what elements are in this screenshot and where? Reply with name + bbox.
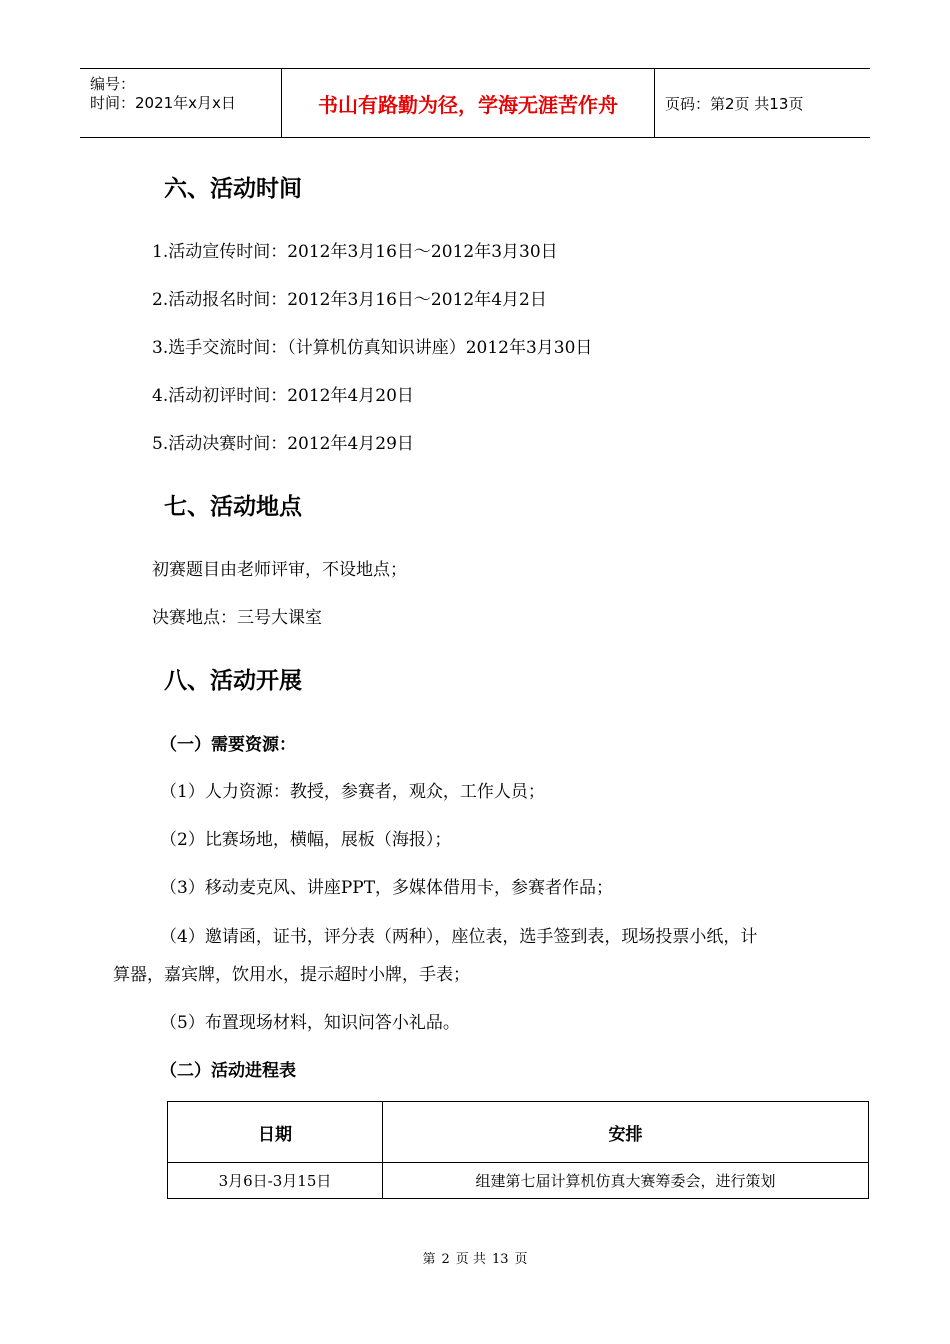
resource-item-1: （1）人力资源：教授，参赛者，观众，工作人员；: [160, 782, 545, 802]
time-item-3: 3.选手交流时间：（计算机仿真知识讲座）2012年3月30日: [152, 338, 593, 358]
footer-prefix: 第: [422, 1252, 436, 1267]
resource-item-2: （2）比赛场地，横幅，展板（海报）；: [160, 830, 452, 850]
table-header-date: 日期: [168, 1102, 383, 1163]
schedule-title: （二）活动进程表: [160, 1061, 296, 1081]
document-number: 编号：: [90, 75, 136, 93]
resource-item-5: （5）布置现场材料，知识问答小礼品。: [160, 1013, 460, 1033]
place-item-1: 初赛题目由老师评审，不设地点；: [152, 560, 407, 580]
page-footer: [0, 1248, 950, 1267]
table-cell-date: 3月6日-3月15日: [168, 1163, 383, 1199]
table-row: [168, 1163, 869, 1199]
schedule-table: [167, 1101, 869, 1199]
footer-total-pages: 13: [491, 1252, 509, 1267]
time-item-2: 2.活动报名时间：2012年3月16日～2012年4月2日: [152, 290, 547, 310]
time-item-4: 4.活动初评时间：2012年4月20日: [152, 386, 414, 406]
section-time-title: 六、活动时间: [164, 176, 302, 202]
footer-mid: 页 共: [455, 1252, 486, 1267]
header-motto: 书山有路勤为径，学海无涯苦作舟: [282, 69, 655, 137]
table-header-arrangement: 安排: [383, 1102, 869, 1163]
table-cell-arrangement: 组建第七届计算机仿真大赛筹委会，进行策划: [383, 1163, 869, 1199]
table-header-row: [168, 1102, 869, 1163]
resources-title: （一）需要资源：: [160, 735, 296, 755]
place-item-2: 决赛地点：三号大课室: [152, 608, 322, 628]
page-header: [80, 68, 870, 138]
resource-item-4-continued: 算器，嘉宾牌，饮用水，提示超时小牌，手表；: [113, 965, 470, 985]
time-item-1: 1.活动宣传时间：2012年3月16日～2012年3月30日: [152, 242, 558, 262]
footer-page-number: 2: [441, 1252, 450, 1267]
header-meta: [80, 69, 282, 137]
header-page-info: 页码：第2页 共13页: [665, 94, 804, 113]
resource-item-4: （4）邀请函，证书，评分表（两种），座位表，选手签到表，现场投票小纸，计: [160, 927, 758, 947]
document-time: 时间：2021年x月x日: [90, 94, 236, 112]
section-conduct-title: 八、活动开展: [164, 668, 302, 694]
section-place-title: 七、活动地点: [164, 494, 302, 520]
footer-suffix: 页: [514, 1252, 528, 1267]
time-item-5: 5.活动决赛时间：2012年4月29日: [152, 434, 414, 454]
resource-item-3: （3）移动麦克风、讲座PPT，多媒体借用卡，参赛者作品；: [160, 878, 614, 898]
